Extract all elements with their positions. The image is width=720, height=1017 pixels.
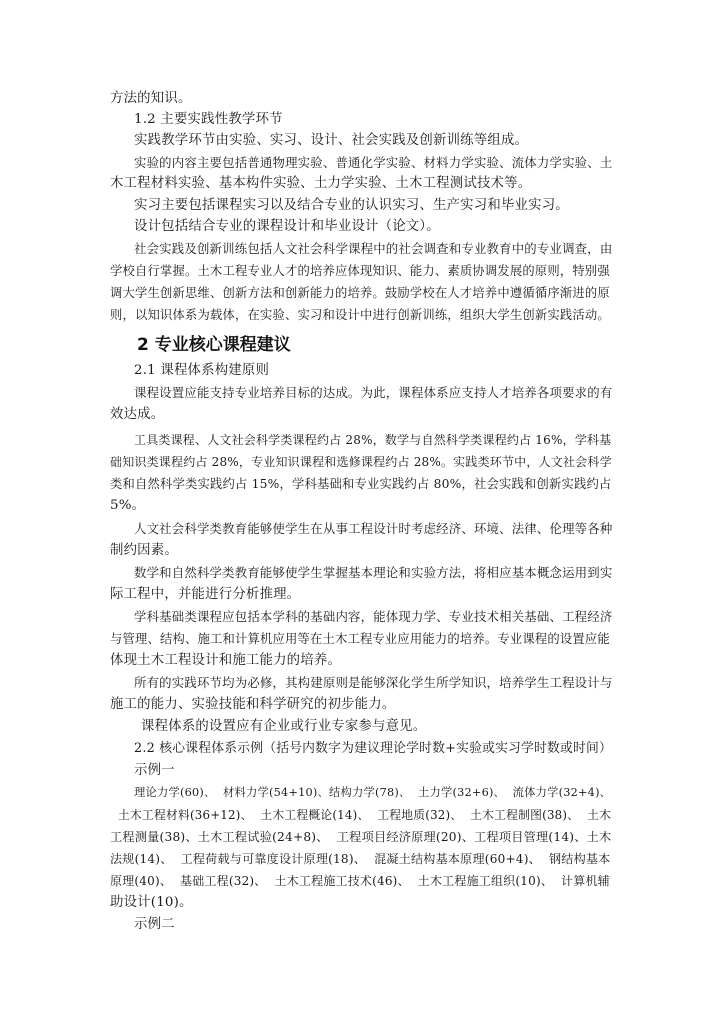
- text-line: 与管理、结构、施工和计算机应用等在土木工程专业应用能力的培养。专业课程的设置应能: [110, 632, 610, 646]
- text-line: 木工程材料实验、基本构件实验、土力学实验、土木工程测试技术等。: [110, 176, 532, 191]
- text-line: 实践教学环节由实验、实习、设计、社会实践及创新训练等组成。: [134, 133, 529, 148]
- text-line: 课程设置应能支持专业培养目标的达成。为此，课程体系应支持人才培养各项要求的有: [134, 385, 613, 400]
- text-line: 施工的能力、实验技能和科学研究的初步能力。: [110, 697, 396, 712]
- example-label: 示例一: [134, 763, 175, 778]
- text-line: 方法的知识。: [110, 91, 192, 106]
- text-line: 工具类课程、人文社会科学类课程约占 28%，数学与自然科学类课程约占 16%，学科基: [134, 433, 612, 447]
- course-list-line: 原理(40)、 基础工程(32)、 土木工程施工技术(46)、 土木工程施工组织(10)、 计算机辅: [110, 874, 610, 888]
- text-line: 学校自行掌握。土木工程专业人才的培养应体现知识、能力、素质协调发展的原则，特别强: [110, 264, 610, 278]
- section-heading-1-2: 1.2 主要实践性教学环节: [134, 112, 283, 127]
- text-line: 社会实践及创新训练包括人文社会科学课程中的社会调查和专业教育中的专业调查，由: [134, 241, 613, 256]
- course-list-line: 法规(14)、 工程荷载与可靠度设计原理(18)、 混凝土结构基本原理(60+4)、 钢结构基本: [110, 852, 611, 866]
- text-line: 调大学生创新思维、创新方法和创新能力的培养。鼓励学校在人才培养中遵循循序渐进的原: [110, 286, 610, 300]
- text-line: 实习主要包括课程实习以及结合专业的认识实习、生产实习和毕业实习。: [134, 198, 569, 213]
- text-line: 学科基础类课程应包括本学科的基础内容，能体现力学、专业技术相关基础、工程经济: [134, 609, 613, 624]
- section-heading-2-1: 2.1 课程体系构建原则: [134, 363, 270, 378]
- text-line: 效达成。: [110, 407, 165, 422]
- course-list-line: 理论力学(60)、 材料力学(54+10)、结构力学(78)、 土力学(32+6)、 流体力学(32+4)、: [134, 786, 612, 799]
- example-label: 示例二: [134, 917, 175, 932]
- section-heading-2-2: 2.2 核心课程体系示例（括号内数字为建议理论学时数+实验或实习学时数或时间）: [134, 741, 613, 756]
- text-line: 人文社会科学类教育能够使学生在从事工程设计时考虑经济、环境、法律、伦理等各种: [134, 521, 613, 536]
- text-line: 际工程中，并能进行分析推理。: [110, 587, 301, 602]
- course-list-line: 工程测量(38)、土木工程试验(24+8)、 工程项目经济原理(20)、工程项目管理(14)、土木: [110, 830, 612, 844]
- text-line: 课程体系的设置应有企业或行业专家参与意见。: [141, 719, 427, 734]
- course-list-line: 土木工程材料(36+12)、 土木工程概论(14)、 工程地质(32)、 土木工程制图(38)、 土木: [118, 808, 612, 822]
- text-line: 体现土木工程设计和施工能力的培养。: [110, 653, 342, 668]
- text-line: 5%。: [110, 498, 146, 513]
- text-line: 类和自然科学类实践约占 15%，学科基础和专业实践约占 80%，社会实践和创新实践约占: [110, 477, 612, 491]
- text-line: 实验的内容主要包括普通物理实验、普通化学实验、材料力学实验、流体力学实验、土: [134, 155, 613, 170]
- text-line: 础知识类课程约占 28%，专业知识课程和选修课程约占 28%。实践类环节中，人文社会科学: [110, 455, 612, 469]
- chapter-heading-2: 2 专业核心课程建议: [137, 335, 291, 355]
- text-line: 制约因素。: [110, 543, 178, 558]
- text-line: 所有的实践环节均为必修，其构建原则是能够深化学生所学知识，培养学生工程设计与: [134, 675, 613, 690]
- course-list-line: 助设计(10)。: [110, 895, 193, 910]
- text-line: 设计包括结合专业的课程设计和毕业设计（论文）。: [134, 219, 440, 234]
- text-line: 则，以知识体系为载体，在实验、实习和设计中进行创新训练，组织大学生创新实践活动。: [110, 308, 610, 322]
- text-line: 数学和自然科学类教育能够使学生掌握基本理论和实验方法，将相应基本概念运用到实: [134, 565, 613, 580]
